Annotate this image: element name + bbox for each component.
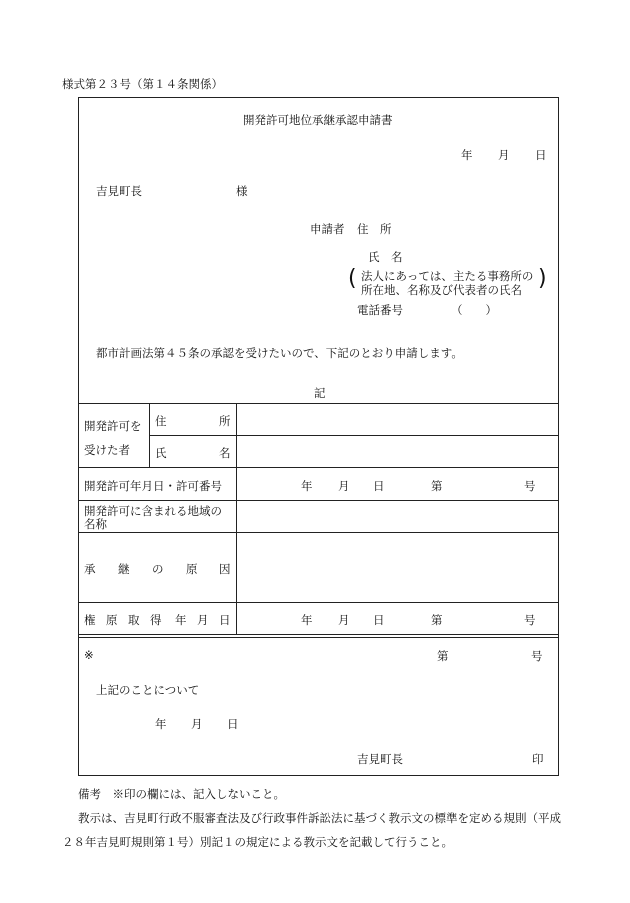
- reason-char: 継: [118, 562, 130, 576]
- grantee-label-1: 開発許可を: [84, 419, 142, 433]
- col-line: [236, 403, 237, 634]
- name-label-a: 氏: [155, 446, 167, 460]
- permit-dai: 第: [431, 479, 443, 493]
- date-month: 月: [498, 148, 510, 162]
- office-seal: 印: [532, 752, 544, 766]
- ki-label: 記: [314, 386, 326, 400]
- row-line: [78, 602, 559, 603]
- addressee-honorific: 様: [236, 184, 248, 198]
- acquire-char: 日: [219, 613, 231, 627]
- office-day: 日: [227, 717, 239, 731]
- left-paren-icon: (: [348, 266, 357, 291]
- office-year: 年: [155, 717, 167, 731]
- office-month: 月: [191, 717, 203, 731]
- row-line: [149, 435, 559, 436]
- area-label-1: 開発許可に含まれる地域の: [84, 504, 222, 518]
- date-day: 日: [535, 148, 547, 162]
- address-label-a: 住: [155, 414, 167, 428]
- col-line: [149, 403, 150, 467]
- corp-note-line2: 所在地、名称及び代表者の氏名: [361, 283, 522, 297]
- office-mark: ※: [84, 648, 94, 662]
- acquire-go: 号: [524, 613, 536, 627]
- office-dai: 第: [437, 649, 449, 663]
- acquire-char: 取: [128, 613, 140, 627]
- note-2: 教示は、吉見町行政不服審査法及び行政事件訴訟法に基づく教示文の標準を定める規則（平成: [78, 811, 561, 825]
- row-line: [78, 637, 559, 638]
- permit-day: 日: [373, 479, 385, 493]
- applicant-address-label: 住 所: [357, 222, 392, 236]
- reason-char: 原: [186, 562, 198, 576]
- phone-label: 電話番号: [357, 303, 403, 317]
- office-go: 号: [531, 649, 543, 663]
- area-label-2: 名称: [84, 517, 107, 531]
- acquire-day: 日: [373, 613, 385, 627]
- statement: 都市計画法第４５条の承認を受けたいので、下記のとおり申請します。: [96, 346, 463, 360]
- reason-char: の: [152, 562, 164, 576]
- acquire-char: 権: [84, 613, 96, 627]
- note-3: ２８年吉見町規則第１号）別記１の規定による教示文を記載して行うこと。: [62, 835, 453, 849]
- acquire-char: 年: [175, 613, 187, 627]
- acquire-year: 年: [301, 613, 313, 627]
- form-frame: [78, 97, 559, 776]
- form-number: 様式第２３号（第１４条関係）: [62, 77, 223, 91]
- note-1: 備考 ※印の欄には、記入しないこと。: [78, 787, 285, 801]
- corp-note-line1: 法人にあっては、主たる事務所の: [361, 269, 534, 283]
- applicant-name-label: 氏 名: [368, 250, 403, 264]
- reason-char: 承: [84, 562, 96, 576]
- permit-date-label: 開発許可年月日・許可番号: [84, 479, 222, 493]
- addressee-name: 吉見町長: [96, 184, 142, 198]
- row-line: [78, 467, 559, 468]
- row-line: [78, 532, 559, 533]
- right-paren-icon: ): [538, 266, 547, 291]
- acquire-dai: 第: [431, 613, 443, 627]
- name-label-b: 名: [219, 446, 231, 460]
- address-label-b: 所: [219, 414, 231, 428]
- reason-char: 因: [219, 562, 231, 576]
- permit-month: 月: [338, 479, 350, 493]
- row-line: [78, 500, 559, 501]
- office-mayor: 吉見町長: [357, 752, 403, 766]
- form-title: 開発許可地位承継承認申請書: [243, 113, 393, 127]
- acquire-month: 月: [338, 613, 350, 627]
- row-line: [78, 634, 559, 635]
- applicant-label: 申請者: [310, 222, 345, 236]
- grantee-label-2: 受けた者: [84, 443, 130, 457]
- permit-year: 年: [301, 479, 313, 493]
- date-year: 年: [461, 148, 473, 162]
- acquire-char: 得: [150, 613, 162, 627]
- phone-parens: （ ）: [451, 303, 497, 317]
- office-regarding: 上記のことについて: [96, 683, 200, 697]
- acquire-char: 月: [197, 613, 209, 627]
- acquire-char: 原: [106, 613, 118, 627]
- permit-go: 号: [524, 479, 536, 493]
- row-line: [78, 403, 559, 404]
